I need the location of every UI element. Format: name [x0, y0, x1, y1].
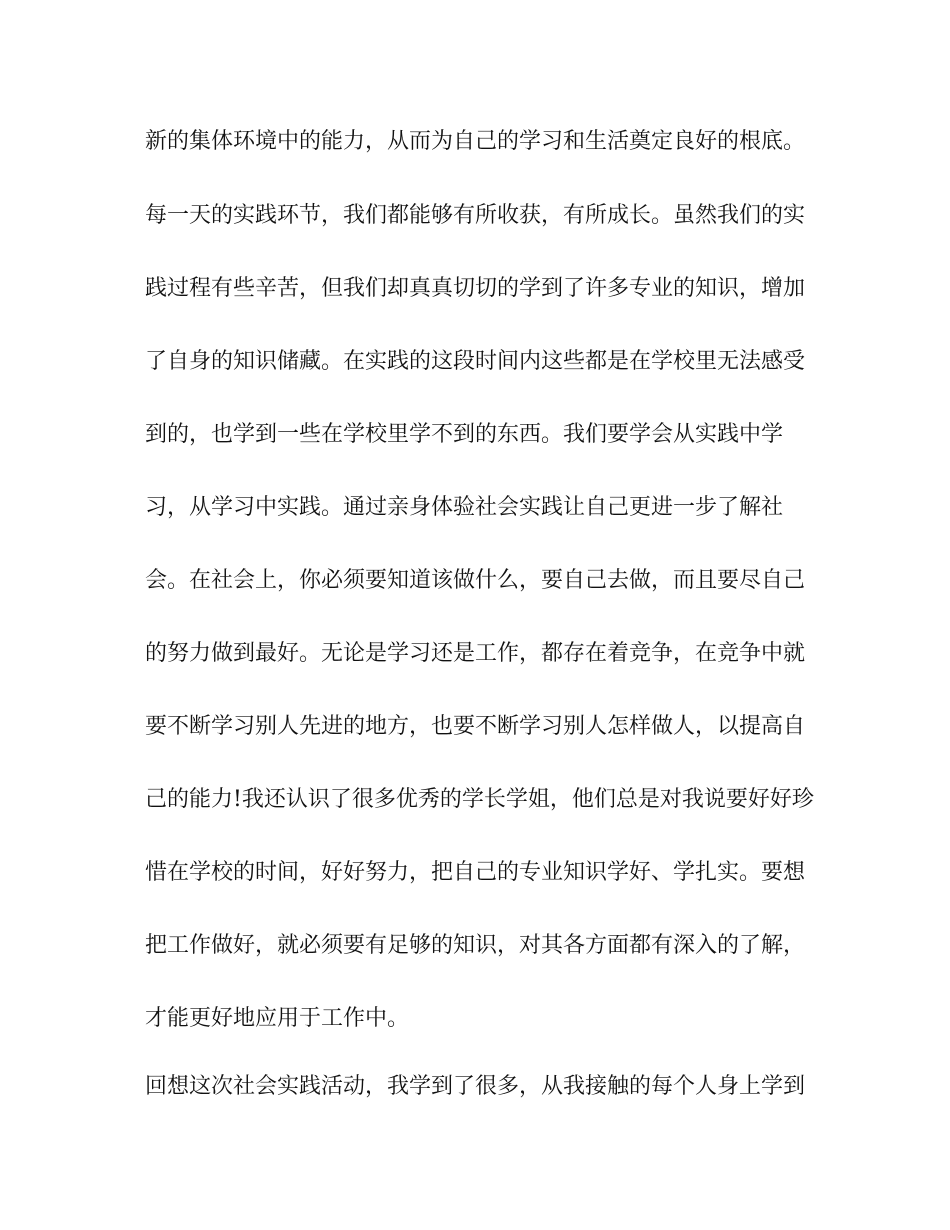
text-line: 的努力做到最好。无论是学习还是工作，都存在着竞争，在竞争中就	[145, 641, 806, 666]
text-line: 惜在学校的时间，好好努力，把自己的专业知识学好、学扎实。要想	[145, 860, 806, 885]
text-line: 践过程有些辛苦，但我们却真真切切的学到了许多专业的知识，增加	[145, 276, 806, 301]
text-line: 回想这次社会实践活动，我学到了很多，从我接触的每个人身上学到	[145, 1074, 806, 1099]
text-line: 每一天的实践环节，我们都能够有所收获，有所成长。虽然我们的实	[145, 203, 806, 228]
text-line: 己的能力!我还认识了很多优秀的学长学姐，他们总是对我说要好好珍	[145, 787, 814, 812]
text-line: 了自身的知识储藏。在实践的这段时间内这些都是在学校里无法感受	[145, 349, 806, 374]
text-line: 到的，也学到一些在学校里学不到的东西。我们要学会从实践中学	[145, 422, 784, 447]
text-line: 要不断学习别人先进的地方，也要不断学习别人怎样做人，以提高自	[145, 714, 806, 739]
text-line: 把工作做好，就必须要有足够的知识，对其各方面都有深入的了解，	[145, 933, 806, 958]
text-line: 才能更好地应用于工作中。	[145, 1006, 410, 1031]
text-line: 习，从学习中实践。通过亲身体验社会实践让自己更进一步了解社	[145, 495, 784, 520]
text-line: 新的集体环境中的能力，从而为自己的学习和生活奠定良好的根底。	[145, 129, 806, 154]
text-line: 会。在社会上，你必须要知道该做什么，要自己去做，而且要尽自己	[145, 568, 806, 593]
